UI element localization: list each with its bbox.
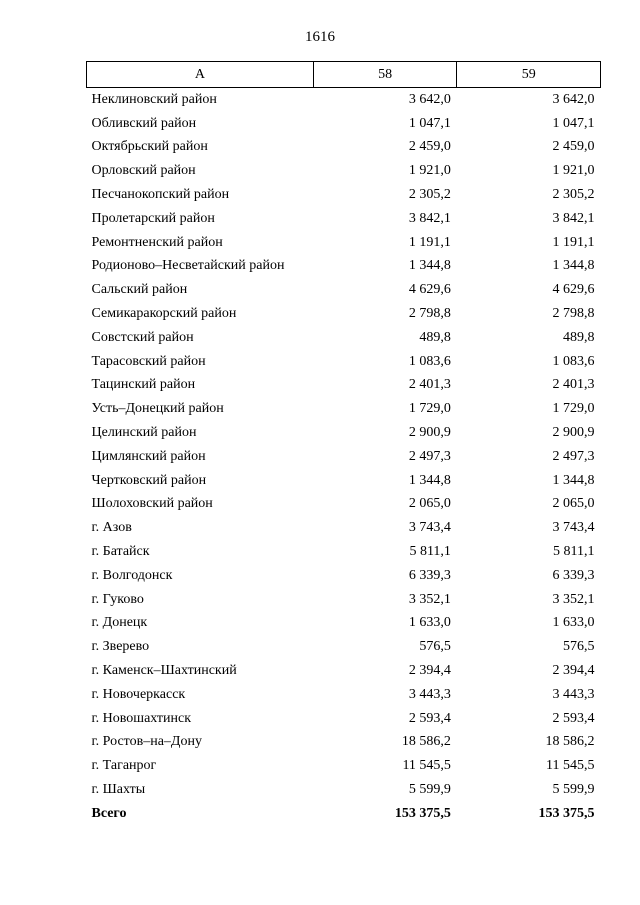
table-row [87, 112, 601, 136]
table-row [87, 469, 601, 493]
value-58-cell: 18 586,2 [401, 734, 451, 750]
table-row [87, 421, 601, 445]
row-name-cell: Орловский район [91, 163, 196, 179]
value-59-cell: 1 729,0 [552, 401, 595, 417]
header-col-a: А [87, 62, 314, 88]
value-58-cell: 3 642,0 [408, 91, 451, 107]
value-58-cell: 1 344,8 [408, 258, 451, 274]
value-58-cell: 1 083,6 [408, 353, 451, 369]
row-name-cell: г. Азов [91, 520, 132, 536]
row-name-cell: Тарасовский район [91, 353, 206, 369]
row-name-cell: Ремонтненский район [91, 234, 223, 250]
row-name-cell: г. Гуково [91, 591, 144, 607]
table-row [87, 183, 601, 207]
row-name-cell: г. Новочеркасск [91, 686, 186, 702]
value-59-cell: 1 344,8 [552, 258, 595, 274]
row-name-cell: г. Новошахтинск [91, 710, 192, 726]
row-name-cell: Тацинский район [91, 377, 196, 393]
value-58-cell: 1 191,1 [408, 234, 451, 250]
value-58-cell: 1 344,8 [408, 472, 451, 488]
header-col-59: 59 [457, 62, 601, 88]
value-59-cell: 1 344,8 [552, 472, 595, 488]
value-59-cell: 1 191,1 [552, 234, 595, 250]
table-row [87, 540, 601, 564]
value-58-cell: 2 900,9 [408, 425, 451, 441]
table-row [87, 516, 601, 540]
value-58-cell: 1 633,0 [408, 615, 451, 631]
table-row [87, 659, 601, 683]
value-58-cell: 153 375,5 [394, 805, 451, 821]
value-59-cell: 1 921,0 [552, 163, 595, 179]
value-59-cell: 3 443,3 [552, 686, 595, 702]
value-59-cell: 1 083,6 [552, 353, 595, 369]
value-59-cell: 2 497,3 [552, 448, 595, 464]
table-header-row [87, 62, 601, 88]
header-col-58: 58 [313, 62, 457, 88]
row-name-cell: Шолоховский район [91, 496, 213, 512]
value-58-cell: 3 842,1 [408, 210, 451, 226]
budget-table [86, 61, 601, 826]
value-58-cell: 4 629,6 [408, 282, 451, 298]
value-59-cell: 2 065,0 [552, 496, 595, 512]
table-row [87, 278, 601, 302]
value-58-cell: 2 798,8 [408, 306, 451, 322]
value-58-cell: 2 401,3 [408, 377, 451, 393]
table-row [87, 159, 601, 183]
value-58-cell: 3 743,4 [408, 520, 451, 536]
value-59-cell: 153 375,5 [538, 805, 595, 821]
value-59-cell: 3 743,4 [552, 520, 595, 536]
row-name-cell: Октябрьский район [91, 139, 208, 155]
row-name-cell: Всего [91, 805, 127, 821]
row-name-cell: Усть–Донецкий район [91, 401, 224, 417]
table-row [87, 731, 601, 755]
row-name-cell: г. Каменск–Шахтинский [91, 663, 237, 679]
value-58-cell: 1 729,0 [408, 401, 451, 417]
table-row [87, 493, 601, 517]
table-row [87, 612, 601, 636]
row-name-cell: Неклиновский район [91, 91, 217, 107]
row-name-cell: г. Батайск [91, 544, 150, 560]
value-59-cell: 2 305,2 [552, 187, 595, 203]
table-row [87, 778, 601, 802]
value-58-cell: 489,8 [419, 329, 451, 345]
row-name-cell: Чертковский район [91, 472, 207, 488]
value-59-cell: 6 339,3 [552, 567, 595, 583]
table-row [87, 88, 601, 112]
row-name-cell: Цимлянский район [91, 448, 206, 464]
value-58-cell: 2 394,4 [408, 663, 451, 679]
row-name-cell: г. Зверево [91, 639, 150, 655]
value-59-cell: 576,5 [563, 639, 595, 655]
row-name-cell: Родионово–Несветайский район [91, 258, 285, 274]
value-59-cell: 2 900,9 [552, 425, 595, 441]
row-name-cell: Обливский район [91, 115, 197, 131]
value-58-cell: 2 065,0 [408, 496, 451, 512]
value-58-cell: 1 047,1 [408, 115, 451, 131]
value-59-cell: 2 798,8 [552, 306, 595, 322]
value-59-cell: 5 599,9 [552, 782, 595, 797]
table-row [87, 707, 601, 731]
table-row [87, 302, 601, 326]
table-row [87, 350, 601, 374]
value-59-cell: 4 629,6 [552, 282, 595, 298]
value-59-cell: 18 586,2 [545, 734, 595, 750]
table-body [87, 88, 601, 826]
value-59-cell: 489,8 [563, 329, 595, 345]
table-row [87, 564, 601, 588]
value-59-cell: 5 811,1 [553, 544, 595, 560]
table-row [87, 255, 601, 279]
row-name-cell: Совстский район [91, 329, 194, 345]
value-59-cell: 2 459,0 [552, 139, 595, 155]
value-58-cell: 2 459,0 [408, 139, 451, 155]
table-row [87, 136, 601, 160]
table-row [87, 374, 601, 398]
table-row [87, 326, 601, 350]
table-row [87, 445, 601, 469]
table-row [87, 588, 601, 612]
table-row [87, 207, 601, 231]
table-row [87, 397, 601, 421]
row-name-cell: Сальский район [91, 282, 188, 298]
page-number: 1616 [305, 29, 335, 45]
value-59-cell: 2 593,4 [552, 710, 595, 726]
row-name-cell: г. Шахты [91, 782, 146, 797]
row-name-cell: г. Донецк [91, 615, 148, 631]
value-59-cell: 3 352,1 [552, 591, 595, 607]
value-58-cell: 2 305,2 [408, 187, 451, 203]
value-58-cell: 2 497,3 [408, 448, 451, 464]
row-name-cell: Целинский район [91, 425, 197, 441]
row-name-cell: г. Ростов–на–Дону [91, 734, 202, 750]
value-58-cell: 11 545,5 [402, 758, 451, 774]
table-total-row [87, 802, 601, 826]
value-58-cell: 576,5 [419, 639, 451, 655]
table-row [87, 683, 601, 707]
row-name-cell: г. Волгодонск [91, 567, 173, 583]
value-59-cell: 2 394,4 [552, 663, 595, 679]
value-58-cell: 5 599,9 [408, 782, 451, 797]
value-59-cell: 1 047,1 [552, 115, 595, 131]
value-58-cell: 2 593,4 [408, 710, 451, 726]
value-59-cell: 3 842,1 [552, 210, 595, 226]
value-58-cell: 5 811,1 [409, 544, 451, 560]
value-59-cell: 2 401,3 [552, 377, 595, 393]
value-58-cell: 6 339,3 [408, 567, 451, 583]
value-58-cell: 3 352,1 [408, 591, 451, 607]
value-59-cell: 3 642,0 [552, 91, 595, 107]
row-name-cell: г. Таганрог [91, 758, 157, 774]
table-row [87, 635, 601, 659]
value-58-cell: 3 443,3 [408, 686, 451, 702]
table-row [87, 754, 601, 778]
value-58-cell: 1 921,0 [408, 163, 451, 179]
value-59-cell: 11 545,5 [546, 758, 595, 774]
row-name-cell: Песчанокопский район [91, 187, 230, 203]
row-name-cell: Семикаракорский район [91, 306, 237, 322]
value-59-cell: 1 633,0 [552, 615, 595, 631]
table-row [87, 231, 601, 255]
row-name-cell: Пролетарский район [91, 210, 215, 226]
